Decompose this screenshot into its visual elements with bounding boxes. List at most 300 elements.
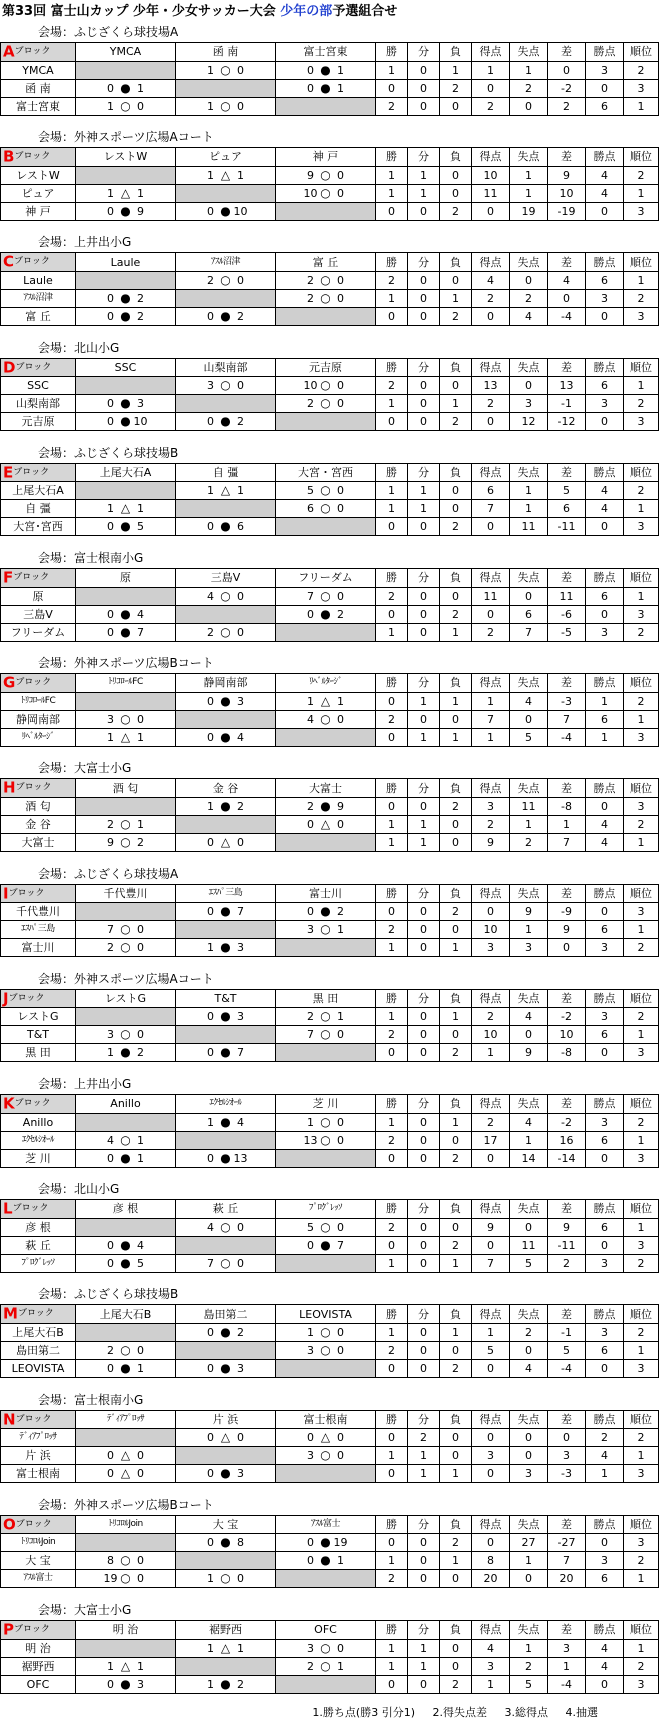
block-label xyxy=(1,148,76,167)
venue-prefix: 会場： xyxy=(38,1287,75,1302)
stat-cell: 0 xyxy=(408,1008,440,1026)
stat-cell: 6 xyxy=(586,271,624,289)
stat-cell: 1 xyxy=(624,921,659,939)
stat-cell: -1 xyxy=(548,395,586,413)
table-row xyxy=(1,500,659,518)
stat-cell: 11 xyxy=(510,518,548,536)
stat-cell: 1 xyxy=(440,1254,472,1272)
stat-cell: 1 xyxy=(624,271,659,289)
self-match-cell xyxy=(76,61,176,79)
stat-cell: 0 xyxy=(408,605,440,623)
stat-header: 分 xyxy=(408,253,440,272)
stat-cell: 1 xyxy=(510,482,548,500)
match-result-cell xyxy=(276,1429,376,1447)
block-label xyxy=(1,569,76,588)
stat-cell: 0 xyxy=(376,79,408,97)
table-header-row xyxy=(1,779,659,798)
opponent-header: ｱｽﾙ富士 xyxy=(276,1515,376,1534)
stat-cell: 1 xyxy=(624,377,659,395)
self-match-cell xyxy=(276,939,376,957)
stat-header: 失点 xyxy=(510,989,548,1008)
table-row xyxy=(1,692,659,710)
stat-cell: 20 xyxy=(472,1570,510,1588)
opponent-header: 島田第二 xyxy=(176,1305,276,1324)
stat-header: 分 xyxy=(408,1095,440,1114)
block-table xyxy=(0,1199,659,1273)
opponent-header: 上尾大石A xyxy=(76,463,176,482)
stat-cell: 6 xyxy=(510,605,548,623)
stat-header: 負 xyxy=(440,358,472,377)
team-name: 富士宮東 xyxy=(1,97,76,115)
stat-cell: 2 xyxy=(376,1341,408,1359)
team-name: ﾘﾍﾞﾙﾀｰｼﾞ xyxy=(1,728,76,746)
match-result: 9 ○ 2 xyxy=(107,834,144,849)
team-name: 萩 丘 xyxy=(1,1236,76,1254)
stat-header: 順位 xyxy=(624,253,659,272)
stat-cell: 5 xyxy=(548,1341,586,1359)
stat-cell: 2 xyxy=(376,921,408,939)
block-table xyxy=(0,42,659,116)
stat-cell: 0 xyxy=(586,1149,624,1167)
stat-cell: 0 xyxy=(510,1447,548,1465)
stat-header: 勝点 xyxy=(586,1095,624,1114)
match-result-cell xyxy=(276,377,376,395)
block-label xyxy=(1,1305,76,1324)
self-match-cell xyxy=(276,1465,376,1483)
self-match-cell xyxy=(76,482,176,500)
match-result: 7 ○ 0 xyxy=(307,588,344,603)
stat-header: 失点 xyxy=(510,884,548,903)
match-result: 19 ○ 0 xyxy=(103,1571,144,1586)
stat-header: 分 xyxy=(408,989,440,1008)
match-result-cell xyxy=(76,518,176,536)
stat-cell: 1 xyxy=(376,482,408,500)
stat-cell: 2 xyxy=(376,1570,408,1588)
table-header-row xyxy=(1,253,659,272)
stat-cell: 4 xyxy=(586,166,624,184)
table-row xyxy=(1,1218,659,1236)
block-table xyxy=(0,1304,659,1378)
match-result: 3 ○ 0 xyxy=(207,378,244,393)
table-row xyxy=(1,1359,659,1377)
stat-cell: 1 xyxy=(440,692,472,710)
stat-cell: 0 xyxy=(586,1236,624,1254)
opponent-header: レストW xyxy=(76,148,176,167)
match-result-cell xyxy=(176,61,276,79)
stat-cell: 3 xyxy=(472,1657,510,1675)
stat-cell: 0 xyxy=(472,1359,510,1377)
stat-cell: 2 xyxy=(624,1008,659,1026)
match-result: 0 ● 5 xyxy=(107,519,144,534)
table-header-row xyxy=(1,1095,659,1114)
stat-header: 順位 xyxy=(624,43,659,62)
opponent-header: ｴｸｾﾙｼｵｰﾙ xyxy=(176,1095,276,1114)
stat-header: 勝 xyxy=(376,1621,408,1640)
team-name: 上尾大石A xyxy=(1,482,76,500)
match-result-cell xyxy=(276,1218,376,1236)
stat-header: 差 xyxy=(548,1621,586,1640)
self-match-cell xyxy=(276,728,376,746)
stat-cell: 0 xyxy=(510,1429,548,1447)
block-table xyxy=(0,463,659,537)
team-name: 島田第二 xyxy=(1,1341,76,1359)
stat-header: 勝 xyxy=(376,253,408,272)
venue-prefix: 会場： xyxy=(38,761,75,776)
table-row xyxy=(1,1131,659,1149)
venue-label xyxy=(0,232,598,252)
match-result: 7 ○ 0 xyxy=(307,1027,344,1042)
match-result-cell xyxy=(76,815,176,833)
block-label xyxy=(1,1515,76,1534)
stat-header: 順位 xyxy=(624,569,659,588)
stat-cell: 6 xyxy=(586,1026,624,1044)
self-match-cell xyxy=(176,1341,276,1359)
stat-cell: 0 xyxy=(472,903,510,921)
match-result-cell xyxy=(76,395,176,413)
block-label xyxy=(1,1410,76,1429)
match-result-cell xyxy=(276,605,376,623)
self-match-cell xyxy=(176,605,276,623)
venue-name: 上井出小G xyxy=(74,235,132,250)
stat-cell: 3 xyxy=(624,79,659,97)
match-result: 3 ○ 0 xyxy=(307,1342,344,1357)
match-result: 1 ○ 0 xyxy=(207,98,244,113)
match-result: 7 ○ 0 xyxy=(207,1255,244,1270)
match-result-cell xyxy=(276,1026,376,1044)
stat-header: 順位 xyxy=(624,463,659,482)
team-name: OFC xyxy=(1,1675,76,1693)
stat-cell: 2 xyxy=(624,623,659,641)
stat-cell: 2 xyxy=(440,903,472,921)
stat-cell: 1 xyxy=(376,1552,408,1570)
match-result-cell xyxy=(276,184,376,202)
match-result: 7 ○ 0 xyxy=(107,922,144,937)
match-result: 1 △ 1 xyxy=(207,1640,244,1655)
stat-cell: 2 xyxy=(472,1113,510,1131)
opponent-header: ﾄﾘｺﾛｰﾙFC xyxy=(76,674,176,693)
table-header-row xyxy=(1,1410,659,1429)
match-result-cell xyxy=(76,1149,176,1167)
stat-cell: 0 xyxy=(472,202,510,220)
stat-cell: 1 xyxy=(376,1447,408,1465)
match-result-cell xyxy=(176,518,276,536)
stat-cell: 0 xyxy=(472,518,510,536)
block-i xyxy=(0,864,652,958)
stat-cell: 3 xyxy=(586,395,624,413)
table-row xyxy=(1,1552,659,1570)
stat-cell: 1 xyxy=(440,1552,472,1570)
match-result: 5 ○ 0 xyxy=(307,1219,344,1234)
stat-cell: 1 xyxy=(376,815,408,833)
self-match-cell xyxy=(76,377,176,395)
match-result-cell xyxy=(276,710,376,728)
venue-name: ふじざくら球技場B xyxy=(74,445,179,460)
stat-cell: 2 xyxy=(440,79,472,97)
stat-cell: -12 xyxy=(548,413,586,431)
match-result-cell xyxy=(176,1675,276,1693)
opponent-header: 富士宮東 xyxy=(276,43,376,62)
venue-name: 外神スポーツ広場Aコート xyxy=(74,971,214,986)
stat-cell: 0 xyxy=(510,587,548,605)
match-result-cell xyxy=(76,1675,176,1693)
match-result-cell xyxy=(276,1534,376,1552)
stat-cell: 2 xyxy=(376,710,408,728)
stat-cell: 1 xyxy=(586,728,624,746)
stat-cell: 0 xyxy=(408,1570,440,1588)
stat-header: 分 xyxy=(408,1200,440,1219)
match-result-cell xyxy=(276,692,376,710)
venue-prefix: 会場： xyxy=(38,656,75,671)
match-result-cell xyxy=(176,1218,276,1236)
stat-cell: 1 xyxy=(472,61,510,79)
match-result-cell xyxy=(176,833,276,851)
stat-header: 分 xyxy=(408,43,440,62)
match-result-cell xyxy=(276,61,376,79)
table-row xyxy=(1,482,659,500)
stat-cell: 1 xyxy=(586,1465,624,1483)
stat-cell: 11 xyxy=(510,1236,548,1254)
table-header-row xyxy=(1,569,659,588)
stat-cell: 2 xyxy=(440,413,472,431)
self-match-cell xyxy=(76,797,176,815)
match-result-cell xyxy=(76,307,176,325)
stat-header: 勝点 xyxy=(586,1621,624,1640)
block-table xyxy=(0,778,659,852)
self-match-cell xyxy=(176,1026,276,1044)
stat-cell: 1 xyxy=(624,1218,659,1236)
match-result-cell xyxy=(276,1639,376,1657)
stat-cell: 1 xyxy=(376,500,408,518)
stat-header: 差 xyxy=(548,1200,586,1219)
stat-header: 勝点 xyxy=(586,463,624,482)
team-name: 富 丘 xyxy=(1,307,76,325)
stat-cell: 6 xyxy=(586,377,624,395)
self-match-cell xyxy=(176,79,276,97)
stat-cell: 3 xyxy=(624,413,659,431)
stat-cell: 8 xyxy=(472,1552,510,1570)
match-result-cell xyxy=(76,1236,176,1254)
stat-cell: 1 xyxy=(440,623,472,641)
stat-header: 分 xyxy=(408,1305,440,1324)
stat-cell: 1 xyxy=(624,97,659,115)
stat-header: 失点 xyxy=(510,1515,548,1534)
stat-header: 差 xyxy=(548,779,586,798)
match-result-cell xyxy=(176,903,276,921)
stat-cell: 2 xyxy=(548,97,586,115)
stat-cell: 7 xyxy=(472,500,510,518)
opponent-header: ｴｽﾊﾟ三島 xyxy=(176,884,276,903)
team-name: 片 浜 xyxy=(1,1447,76,1465)
match-result-cell xyxy=(176,97,276,115)
match-result: 0 △ 0 xyxy=(307,816,344,831)
match-result-cell xyxy=(276,482,376,500)
stat-cell: 1 xyxy=(376,289,408,307)
block-letter: F xyxy=(3,568,14,587)
match-result-cell xyxy=(276,815,376,833)
opponent-header: ﾄﾘｺﾛﾙJoin xyxy=(76,1515,176,1534)
stat-cell: 11 xyxy=(472,587,510,605)
stat-header: 順位 xyxy=(624,884,659,903)
table-row xyxy=(1,395,659,413)
match-result-cell xyxy=(76,79,176,97)
stat-header: 順位 xyxy=(624,989,659,1008)
title-main: 第33回 富士山カップ 少年・少女サッカー大会 xyxy=(2,4,276,19)
stat-cell: 0 xyxy=(408,1113,440,1131)
block-table xyxy=(0,884,659,958)
self-match-cell xyxy=(76,903,176,921)
stat-cell: -3 xyxy=(548,692,586,710)
team-name: ﾄﾘｺﾛｰﾙFC xyxy=(1,692,76,710)
match-result: 0 ● 3 xyxy=(107,396,144,411)
self-match-cell xyxy=(176,500,276,518)
match-result-cell xyxy=(176,166,276,184)
opponent-header: SSC xyxy=(76,358,176,377)
opponent-header: 函 南 xyxy=(176,43,276,62)
stat-header: 差 xyxy=(548,43,586,62)
team-name: 上尾大石B xyxy=(1,1323,76,1341)
match-result-cell xyxy=(76,1254,176,1272)
opponent-header: 酒 匂 xyxy=(76,779,176,798)
stat-cell: 0 xyxy=(440,1639,472,1657)
match-result-cell xyxy=(176,377,276,395)
block-word: ブロック xyxy=(13,467,50,478)
stat-cell: 0 xyxy=(586,1359,624,1377)
self-match-cell xyxy=(276,1359,376,1377)
table-row xyxy=(1,1236,659,1254)
stat-cell: 0 xyxy=(548,939,586,957)
self-match-cell xyxy=(276,1254,376,1272)
block-label xyxy=(1,1200,76,1219)
venue-name: 上井出小G xyxy=(74,1077,132,1091)
table-header-row xyxy=(1,1200,659,1219)
stat-cell: 3 xyxy=(586,1008,624,1026)
match-result-cell xyxy=(176,692,276,710)
stat-cell: 1 xyxy=(624,587,659,605)
stat-header: 分 xyxy=(408,779,440,798)
stat-cell: 1 xyxy=(376,1008,408,1026)
venue-label xyxy=(0,1600,598,1620)
stat-header: 負 xyxy=(440,884,472,903)
table-row xyxy=(1,1149,659,1167)
table-row xyxy=(1,1008,659,1026)
venue-prefix: 会場： xyxy=(38,1392,75,1407)
block-table xyxy=(0,252,659,326)
team-name: Anillo xyxy=(1,1113,76,1131)
block-label xyxy=(1,674,76,693)
opponent-header: ﾘﾍﾞﾙﾀｰｼﾞ xyxy=(276,674,376,693)
stat-cell: 0 xyxy=(548,289,586,307)
table-row xyxy=(1,1254,659,1272)
venue-label xyxy=(0,864,598,884)
match-result: 0 ● 10 xyxy=(207,203,248,218)
table-row xyxy=(1,307,659,325)
venue-label xyxy=(0,1390,598,1410)
stat-cell: 1 xyxy=(408,692,440,710)
opponent-header: 芝 川 xyxy=(276,1095,376,1114)
stat-header: 得点 xyxy=(472,884,510,903)
stat-cell: -14 xyxy=(548,1149,586,1167)
stat-header: 勝点 xyxy=(586,253,624,272)
stat-cell: 3 xyxy=(472,797,510,815)
opponent-header: 大富士 xyxy=(276,779,376,798)
opponent-header: 神 戸 xyxy=(276,148,376,167)
stat-header: 得点 xyxy=(472,1410,510,1429)
match-result-cell xyxy=(276,395,376,413)
stat-header: 失点 xyxy=(510,1095,548,1114)
self-match-cell xyxy=(176,395,276,413)
self-match-cell xyxy=(276,1675,376,1693)
stat-cell: 1 xyxy=(376,395,408,413)
stat-cell: 0 xyxy=(472,1429,510,1447)
stat-cell: 7 xyxy=(548,1552,586,1570)
block-e xyxy=(0,443,652,537)
match-result: 2 ○ 0 xyxy=(107,1342,144,1357)
stat-cell: 1 xyxy=(472,692,510,710)
table-row xyxy=(1,1044,659,1062)
stat-cell: 1 xyxy=(510,184,548,202)
venue-prefix: 会場： xyxy=(38,25,75,39)
stat-cell: 4 xyxy=(586,833,624,851)
match-result: 9 ○ 0 xyxy=(307,167,344,182)
match-result: 10 ○ 0 xyxy=(303,378,344,393)
stat-cell: 3 xyxy=(586,1254,624,1272)
stat-header: 差 xyxy=(548,1305,586,1324)
match-result-cell xyxy=(276,1447,376,1465)
match-result: 1 △ 1 xyxy=(207,483,244,498)
venue-prefix: 会場： xyxy=(38,1603,75,1617)
venue-prefix: 会場： xyxy=(38,340,75,355)
block-table xyxy=(0,989,659,1063)
stat-cell: 0 xyxy=(408,307,440,325)
stat-cell: 1 xyxy=(624,1570,659,1588)
stat-header: 分 xyxy=(408,1410,440,1429)
team-name: ｴｸｾﾙｼｵｰﾙ xyxy=(1,1131,76,1149)
match-result: 1 ○ 0 xyxy=(107,98,144,113)
match-result-cell xyxy=(176,1429,276,1447)
match-result: 0 △ 0 xyxy=(107,1466,144,1481)
stat-cell: 2 xyxy=(440,518,472,536)
match-result-cell xyxy=(76,97,176,115)
stat-header: 失点 xyxy=(510,569,548,588)
stat-cell: 3 xyxy=(624,903,659,921)
match-result: 2 ○ 0 xyxy=(307,272,344,287)
stat-header: 順位 xyxy=(624,1410,659,1429)
stat-cell: 0 xyxy=(408,797,440,815)
table-row xyxy=(1,1675,659,1693)
stat-header: 差 xyxy=(548,884,586,903)
team-name: Laule xyxy=(1,271,76,289)
stat-cell: 0 xyxy=(440,482,472,500)
page-title xyxy=(0,0,600,24)
stat-cell: 4 xyxy=(586,1657,624,1675)
stat-header: 勝点 xyxy=(586,884,624,903)
match-result: 0 △ 0 xyxy=(307,1430,344,1445)
stat-cell: 9 xyxy=(510,1044,548,1062)
table-row xyxy=(1,377,659,395)
stat-header: 負 xyxy=(440,674,472,693)
stat-cell: 3 xyxy=(624,518,659,536)
block-g xyxy=(0,653,652,747)
match-result: 0 ● 6 xyxy=(207,519,244,534)
match-result: 1 △ 1 xyxy=(107,1658,144,1673)
stat-header: 得点 xyxy=(472,674,510,693)
stat-header: 得点 xyxy=(472,989,510,1008)
self-match-cell xyxy=(276,623,376,641)
table-row xyxy=(1,623,659,641)
stat-cell: 3 xyxy=(624,1359,659,1377)
stat-cell: 1 xyxy=(510,1552,548,1570)
venue-name: 北山小G xyxy=(74,340,120,355)
